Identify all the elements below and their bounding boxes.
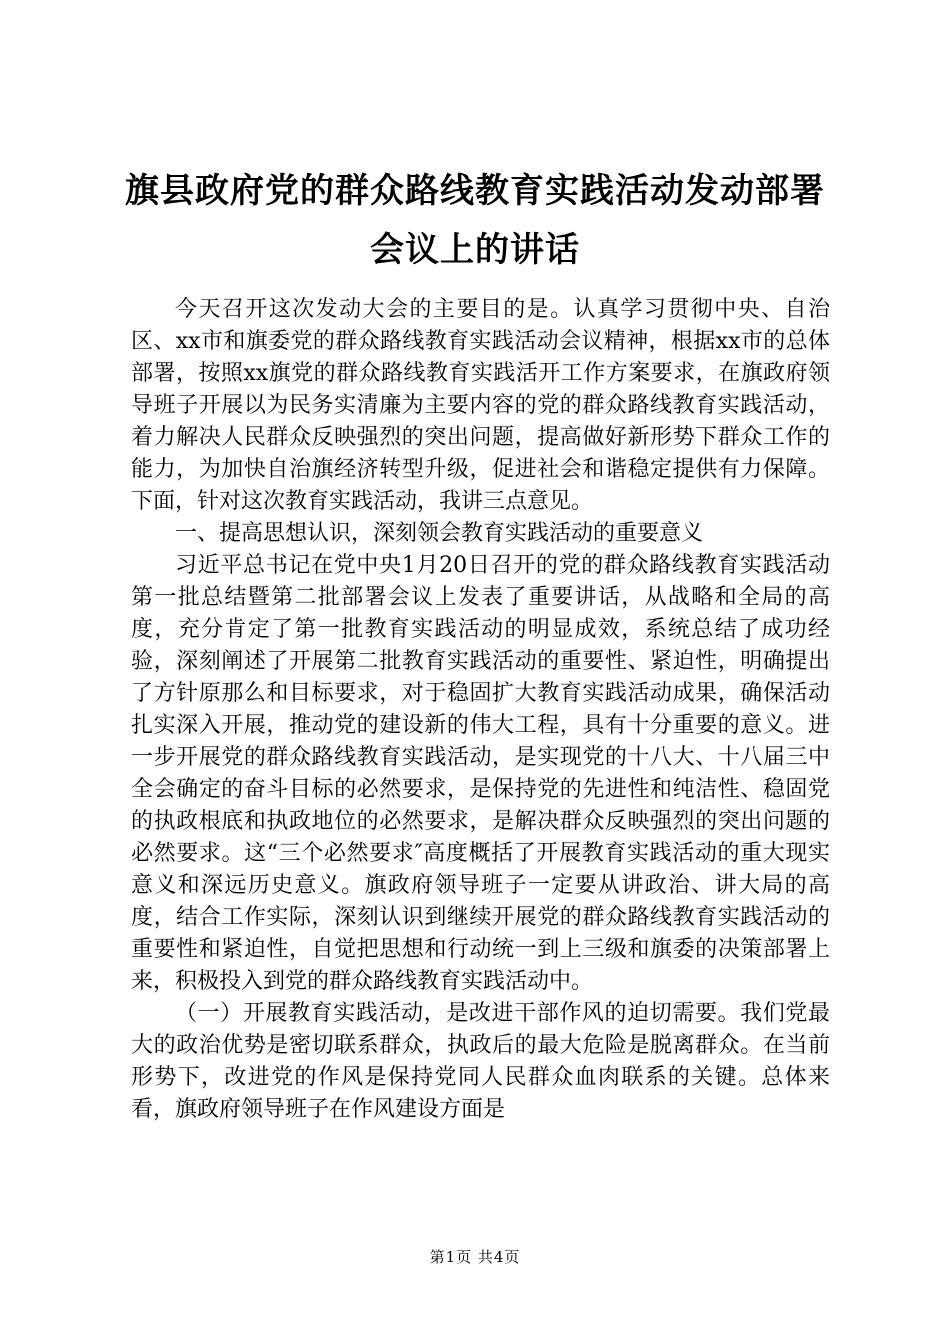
document-title-line-2: 会议上的讲话 xyxy=(370,230,580,270)
document-title-line-1: 旗县政府党的群众路线教育实践活动发动部署 xyxy=(125,171,825,211)
paragraph-subsection-1: （一）开展教育实践活动，是改进干部作风的迫切需要。我们党最大的政治优势是密切联系群众，执政后的最大危险是脱离群众。在当前形势下，改进党的作风是保持党同人民群众血肉联系的关键。总体来看，旗政府领导班子在作风建设方面是 xyxy=(131,1001,830,1122)
page-number-footer: 第1页 共4页 xyxy=(429,1248,521,1266)
paragraph-intro: 今天召开这次发动大会的主要目的是。认真学习贯彻中央、自治区、xx市和旗委党的群众路线教育实践活动会议精神，根据xx市的总体部署，按照xx旗党的群众路线教育实践活开工作方案要求，在旗政府领导班子开展以为民务实清廉为主要内容的党的群众路线教育实践活动，着力解决人民群众反映强烈的突出问题，提高做好新形势下群众工作的能力，为加快自治旗经济转型升级，促进社会和谐稳定提供有力保障。下面，针对这次教育实践活动，我讲三点意见。 xyxy=(131,297,830,514)
paragraph-significance: 习近平总书记在党中央1月20日召开的党的群众路线教育实践活动第一批总结暨第二批部署会议上发表了重要讲话，从战略和全局的高度，充分肯定了第一批教育实践活动的明显成效，系统总结了成功经验，深刻阐述了开展第二批教育实践活动的重要性、紧迫性，明确提出了方针原那么和目标要求，对于稳固扩大教育实践活动成果，确保活动扎实深入开展，推动党的建设新的伟大工程，具有十分重要的意义。进一步开展党的群众路线教育实践活动，是实现党的十八大、十八届三中全会确定的奋斗目标的必然要求，是保持党的先进性和纯洁性、稳固党的执政根底和执政地位的必然要求，是解决群众反映强烈的突出问题的必然要求。这“三个必然要求″高度概括了开展教育实践活动的重大现实意义和深远历史意义。旗政府领导班子一定要从讲政治、讲大局的高度，结合工作实际，深刻认识到继续开展党的群众路线教育实践活动的重要性和紧迫性，自觉把思想和行动统一到上三级和旗委的决策部署上来，积极投入到党的群众路线教育实践活动中。 xyxy=(131,553,830,994)
document-body xyxy=(131,294,830,1126)
section-heading-1: 一、提高思想认识，深刻领会教育实践活动的重要意义 xyxy=(175,521,704,546)
